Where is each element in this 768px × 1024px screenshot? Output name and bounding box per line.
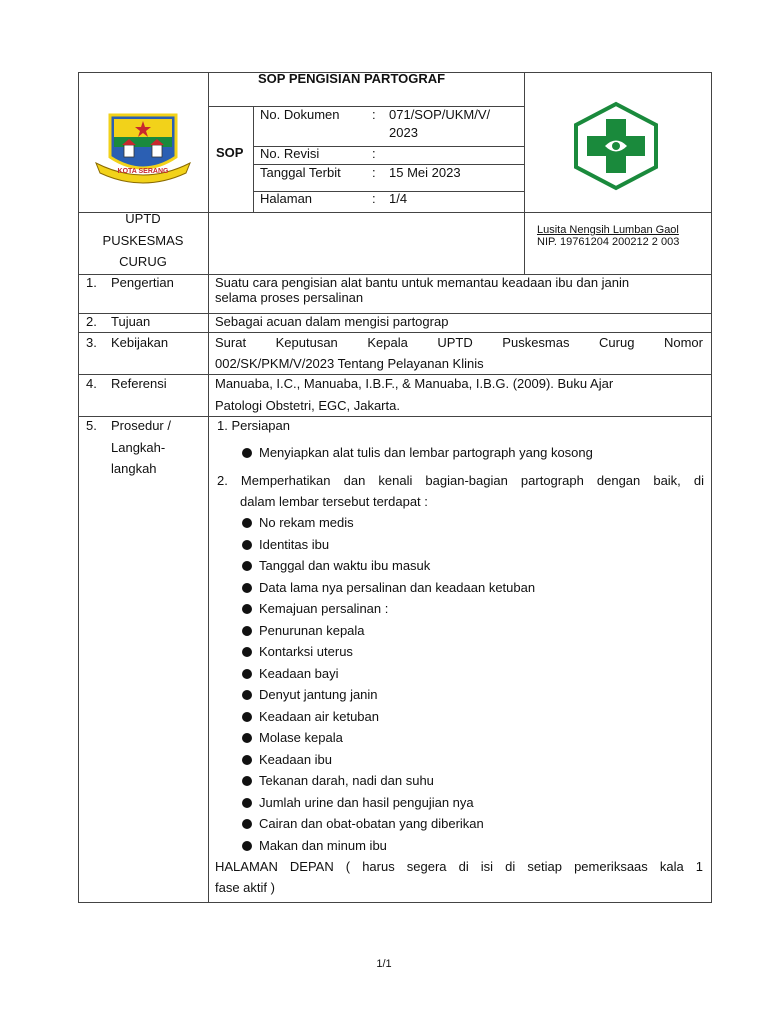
list-item xyxy=(242,558,430,574)
kebijakan-text: Surat Keputusan Kepala UPTD Puskesmas Curug Nomor xyxy=(215,335,703,350)
list-item xyxy=(242,666,339,682)
org-line-1: UPTD xyxy=(125,211,161,226)
kota-serang-logo xyxy=(92,107,194,187)
list-item-text: Keadaan bayi xyxy=(259,666,339,681)
list-item xyxy=(242,730,343,746)
kebijakan-text-cont: 002/SK/PKM/V/2023 Tentang Pelayanan Klinis xyxy=(215,356,484,371)
tujuan-text: Sebagai acuan dalam mengisi partograp xyxy=(215,314,449,329)
list-item: Menyiapkan alat tulis dan lembar partograph yang kosong xyxy=(242,445,593,461)
bullet-icon xyxy=(242,518,252,528)
pengertian-text: Suatu cara pengisian alat bantu untuk memantau keadaan ibu dan janin xyxy=(215,275,630,290)
bullet-icon xyxy=(242,583,252,593)
logo-banner-text: KOTA SERANG xyxy=(117,168,169,175)
bullet-icon xyxy=(242,798,252,808)
list-item xyxy=(242,795,474,811)
list-item-text: Keadaan ibu xyxy=(259,752,333,767)
bullet-icon xyxy=(242,819,252,829)
bullet-icon xyxy=(242,755,252,765)
section-number: 2. xyxy=(86,314,97,329)
closing-note: HALAMAN DEPAN ( harus segera di isi di setiap pemeriksaas kala 1 xyxy=(215,859,703,874)
list-item xyxy=(242,580,535,596)
meta-sep: : xyxy=(372,146,376,161)
section-label-tujuan: Tujuan xyxy=(111,314,151,329)
list-item xyxy=(242,709,379,725)
section-label-prosedur-cont: Langkah- xyxy=(111,440,166,455)
org-line-2: PUSKESMAS xyxy=(102,233,184,248)
list-item xyxy=(242,687,378,703)
meta-value-no-dokumen-cont: 2023 xyxy=(389,125,418,140)
list-item xyxy=(242,537,329,553)
step-memperhatikan-cont: dalam lembar tersebut terdapat : xyxy=(240,494,428,509)
list-item xyxy=(242,838,387,854)
referensi-text: Manuaba, I.C., Manuaba, I.B.F., & Manuaba, I.B.G. (2009). Buku Ajar xyxy=(215,376,614,391)
bullet-icon xyxy=(242,669,252,679)
bullet-icon xyxy=(242,841,252,851)
bullet-icon xyxy=(242,448,252,458)
meta-value-tanggal-terbit: 15 Mei 2023 xyxy=(389,165,461,180)
list-item-text: Data lama nya persalinan dan keadaan ketuban xyxy=(259,580,536,595)
list-item xyxy=(242,816,484,832)
list-item-text: Identitas ibu xyxy=(259,537,330,552)
list-item-text: Jumlah urine dan hasil pengujian nya xyxy=(259,795,474,810)
section-label-pengertian: Pengertian xyxy=(111,275,174,290)
meta-label-tanggal-terbit: Tanggal Terbit xyxy=(260,165,341,180)
list-item-text: Cairan dan obat-obatan yang diberikan xyxy=(259,816,484,831)
pengertian-text-cont: selama proses persalinan xyxy=(215,290,364,305)
bullet-icon xyxy=(242,604,252,614)
signer-name: Lusita Nengsih Lumban Gaol xyxy=(537,224,679,236)
meta-sep: : xyxy=(372,107,376,122)
document-title: SOP PENGISIAN PARTOGRAF xyxy=(258,71,446,86)
sop-label: SOP xyxy=(216,145,244,160)
section-label-referensi: Referensi xyxy=(111,376,167,391)
list-item-text: No rekam medis xyxy=(259,515,354,530)
step-memperhatikan: 2. Memperhatikan dan kenali bagian-bagian partograph dengan baik, di xyxy=(217,473,704,488)
section-number: 1. xyxy=(86,275,97,290)
list-item xyxy=(242,644,353,660)
section-label-prosedur: Prosedur / xyxy=(111,418,171,433)
meta-sep: : xyxy=(372,191,376,206)
meta-value-halaman: 1/4 xyxy=(389,191,408,206)
meta-sep: : xyxy=(372,165,376,180)
section-number: 3. xyxy=(86,335,97,350)
page-number: 1/1 xyxy=(376,958,392,970)
section-label-kebijakan: Kebijakan xyxy=(111,335,169,350)
bullet-icon xyxy=(242,626,252,636)
bullet-icon xyxy=(242,690,252,700)
section-number: 5. xyxy=(86,418,97,433)
bullet-icon xyxy=(242,540,252,550)
list-item-text: Tekanan darah, nadi dan suhu xyxy=(259,773,434,788)
bullet-icon xyxy=(242,712,252,722)
meta-label-halaman: Halaman xyxy=(260,191,313,206)
puskesmas-logo xyxy=(569,101,663,191)
list-item-text: Kontarksi uterus xyxy=(259,644,353,659)
list-item xyxy=(242,752,332,768)
bullet-icon xyxy=(242,647,252,657)
closing-note-cont: fase aktif ) xyxy=(215,880,275,895)
list-item-text: Keadaan air ketuban xyxy=(259,709,379,724)
list-item xyxy=(242,515,354,531)
list-item-text: Denyut jantung janin xyxy=(259,687,378,702)
list-item-text: Makan dan minum ibu xyxy=(259,838,387,853)
list-item-text: Molase kepala xyxy=(259,730,343,745)
meta-label-no-revisi: No. Revisi xyxy=(260,146,320,161)
list-item xyxy=(242,773,434,789)
step-persiapan: 1. Persiapan xyxy=(217,418,290,433)
list-item-text: Penurunan kepala xyxy=(259,623,365,638)
list-item-text: Tanggal dan waktu ibu masuk xyxy=(259,558,431,573)
meta-label-no-dokumen: No. Dokumen xyxy=(260,107,340,122)
list-item xyxy=(242,601,388,617)
section-label-prosedur-cont: langkah xyxy=(111,461,157,476)
bullet-icon xyxy=(242,733,252,743)
referensi-text-cont: Patologi Obstetri, EGC, Jakarta. xyxy=(215,398,400,413)
bullet-icon xyxy=(242,776,252,786)
list-item xyxy=(242,623,365,639)
signer-nip: NIP. 19761204 200212 2 003 xyxy=(537,236,680,248)
meta-value-no-dokumen: 071/SOP/UKM/V/ xyxy=(389,107,491,122)
org-line-3: CURUG xyxy=(119,254,167,269)
section-number: 4. xyxy=(86,376,97,391)
list-item-text: Kemajuan persalinan : xyxy=(259,601,389,616)
bullet-icon xyxy=(242,561,252,571)
